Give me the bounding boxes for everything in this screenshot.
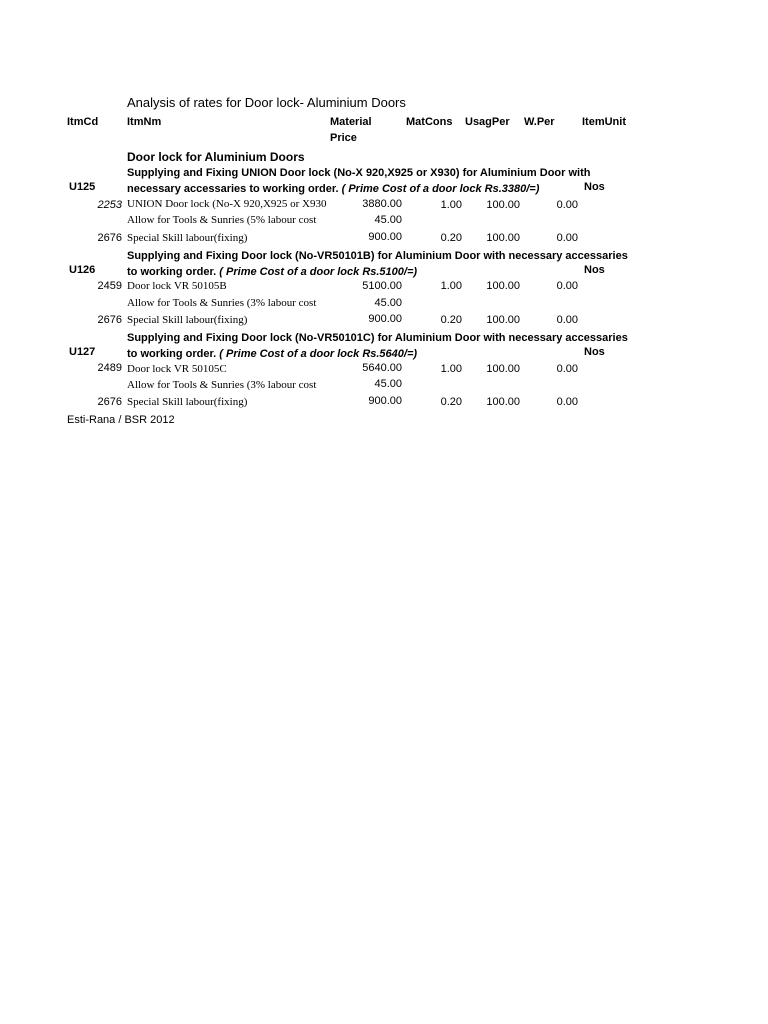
prime-cost-note: ( Prime Cost of a door lock Rs.5640/=) bbox=[219, 348, 418, 360]
item-description-line2: to working order. ( Prime Cost of a door lock Rs.5100/=) bbox=[127, 266, 418, 278]
resource-price: 5100.00 bbox=[362, 280, 402, 292]
resource-usage: 100.00 bbox=[486, 199, 520, 211]
resource-code: 2489 bbox=[97, 362, 122, 374]
resource-usage: 100.00 bbox=[486, 232, 520, 244]
resource-price: 900.00 bbox=[368, 231, 402, 243]
resource-price: 45.00 bbox=[374, 297, 402, 309]
resource-name: Door lock VR 50105C bbox=[127, 363, 227, 375]
resource-name: Special Skill labour(fixing) bbox=[127, 314, 248, 326]
header-price: Price bbox=[330, 132, 357, 144]
prime-cost-note: ( Prime Cost of a door lock Rs.5100/=) bbox=[219, 266, 418, 278]
resource-usage: 100.00 bbox=[486, 280, 520, 292]
resource-usage: 100.00 bbox=[486, 396, 520, 408]
header-itemunit: ItemUnit bbox=[582, 116, 626, 128]
resource-name: Special Skill labour(fixing) bbox=[127, 396, 248, 408]
resource-matcons: 1.00 bbox=[440, 199, 462, 211]
item-description-line1: Supplying and Fixing UNION Door lock (No-X 920,X925 or X930) for Aluminium Door with bbox=[127, 167, 591, 179]
resource-name: Door lock VR 50105B bbox=[127, 280, 227, 292]
item-description-line2: to working order. ( Prime Cost of a door lock Rs.5640/=) bbox=[127, 348, 418, 360]
resource-name: Allow for Tools & Sunries (5% labour cost bbox=[127, 214, 317, 226]
prime-cost-note: ( Prime Cost of a door lock Rs.3380/=) bbox=[341, 183, 540, 195]
item-description-line2: necessary accessaries to working order. ( Prime Cost of a door lock Rs.3380/=) bbox=[127, 183, 540, 195]
resource-name: Allow for Tools & Sunries (3% labour cost bbox=[127, 297, 317, 309]
resource-price: 900.00 bbox=[368, 313, 402, 325]
item-code: U125 bbox=[69, 181, 96, 193]
item-unit: Nos bbox=[584, 264, 605, 276]
header-itmnm: ItmNm bbox=[127, 116, 162, 128]
resource-name: UNION Door lock (No-X 920,X925 or X930 bbox=[127, 198, 327, 210]
header-wper: W.Per bbox=[524, 116, 555, 128]
item-unit: Nos bbox=[584, 181, 605, 193]
resource-matcons: 0.20 bbox=[440, 314, 462, 326]
item-description-line1: Supplying and Fixing Door lock (No-VR50101B) for Aluminium Door with necessary accessaries bbox=[127, 250, 628, 262]
resource-price: 45.00 bbox=[374, 214, 402, 226]
resource-wper: 0.00 bbox=[556, 363, 578, 375]
resource-price: 900.00 bbox=[368, 395, 402, 407]
resource-wper: 0.00 bbox=[556, 280, 578, 292]
item-code: U127 bbox=[69, 346, 96, 358]
header-usagper: UsagPer bbox=[465, 116, 510, 128]
resource-wper: 0.00 bbox=[556, 314, 578, 326]
resource-code: 2459 bbox=[97, 280, 122, 292]
header-matcons: MatCons bbox=[406, 116, 453, 128]
resource-name: Special Skill labour(fixing) bbox=[127, 232, 248, 244]
header-itmcd: ItmCd bbox=[67, 116, 99, 128]
resource-price: 3880.00 bbox=[362, 198, 402, 210]
resource-price: 45.00 bbox=[374, 378, 402, 390]
resource-wper: 0.00 bbox=[556, 232, 578, 244]
resource-code: 2676 bbox=[97, 232, 122, 244]
resource-wper: 0.00 bbox=[556, 396, 578, 408]
resource-usage: 100.00 bbox=[486, 363, 520, 375]
resource-code: 2676 bbox=[97, 396, 122, 408]
item-description-line1: Supplying and Fixing Door lock (No-VR50101C) for Aluminium Door with necessary accessaries bbox=[127, 332, 628, 344]
resource-usage: 100.00 bbox=[486, 314, 520, 326]
resource-price: 5640.00 bbox=[362, 362, 402, 374]
footer-source: Esti-Rana / BSR 2012 bbox=[67, 414, 175, 426]
item-code: U126 bbox=[69, 264, 96, 276]
header-material: Material bbox=[330, 116, 372, 128]
resource-wper: 0.00 bbox=[556, 199, 578, 211]
resource-name: Allow for Tools & Sunries (3% labour cost bbox=[127, 379, 317, 391]
section-title: Door lock for Aluminium Doors bbox=[127, 150, 305, 164]
resource-matcons: 0.20 bbox=[440, 232, 462, 244]
resource-code: 2676 bbox=[97, 314, 122, 326]
resource-matcons: 0.20 bbox=[440, 396, 462, 408]
resource-code: 2253 bbox=[97, 199, 122, 211]
resource-matcons: 1.00 bbox=[440, 280, 462, 292]
page-title: Analysis of rates for Door lock- Aluminium Doors bbox=[127, 95, 406, 110]
resource-matcons: 1.00 bbox=[440, 363, 462, 375]
item-unit: Nos bbox=[584, 346, 605, 358]
